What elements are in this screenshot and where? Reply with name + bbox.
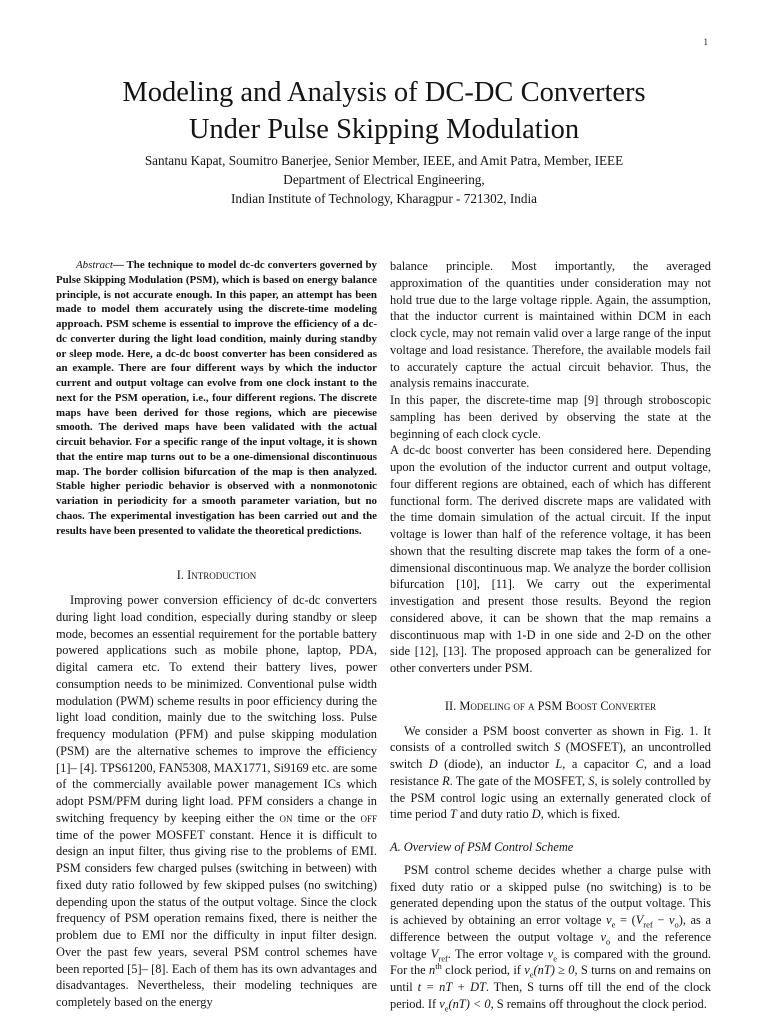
text-run: , S remains off throughout the clock period. bbox=[490, 996, 707, 1011]
text-run: (MOSFET), an uncontrolled switch bbox=[390, 740, 711, 771]
math-symbol: v bbox=[600, 929, 607, 944]
math-symbol: v bbox=[668, 913, 675, 927]
math-symbol: v bbox=[524, 963, 530, 978]
math-symbol: V bbox=[430, 946, 439, 961]
math-expression: (nT) ≥ 0 bbox=[533, 963, 575, 978]
right-column bbox=[390, 258, 711, 1013]
introduction-paragraph-2: In this paper, the discrete-time map [9] through stroboscopic sampling has been derived by observing the state at the beginning of each clock cycle. bbox=[390, 393, 711, 441]
section-title: Introduction bbox=[187, 568, 257, 583]
math-subscript: e bbox=[529, 969, 534, 980]
text-run: time or the bbox=[292, 810, 361, 825]
text-run: and the reference voltage bbox=[390, 929, 711, 961]
math-symbol: v bbox=[606, 913, 612, 927]
abstract-dash: — bbox=[112, 259, 124, 271]
affiliation-institute: Indian Institute of Technology, Kharagpur - 721302, India bbox=[231, 191, 537, 206]
text-run: − bbox=[652, 913, 669, 927]
text-run: , and a load resistance bbox=[390, 757, 711, 788]
text-run: . The gate of the MOSFET, bbox=[449, 773, 589, 788]
text-run: time of the power MOSFET constant. Hence it is difficult to design an input filter, thus giving rise to the problems of EMI. PSM considers few charged pulses (switching in between) with fixed duty ratio followed by few skipped pulses (no switching) depending upon the status of the output voltage. Since the clock frequency of PSM operation remains fixed, there is neither the problem due to EMI nor the difficulty in input filter design. Over the past few years, several PSM control schemes have been reported [5]– [8]. Each of them has its own advantages and disadvantages. Nevertheless, their modeling techniques are completely based on the energy bbox=[56, 827, 377, 1009]
text-run: = ( bbox=[615, 913, 636, 927]
math-symbol: R bbox=[442, 773, 450, 788]
section-number: II. bbox=[444, 698, 457, 713]
math-symbol: v bbox=[439, 996, 445, 1011]
math-subscript: e bbox=[611, 919, 616, 930]
section-number: I. bbox=[176, 568, 184, 583]
subsection-heading-psm-control: A. Overview of PSM Control Scheme bbox=[390, 840, 574, 854]
math-symbol: D bbox=[531, 807, 541, 822]
math-superscript: th bbox=[435, 961, 442, 972]
math-symbol: v bbox=[547, 946, 554, 961]
text-run: , S turns on and remains on until bbox=[390, 963, 712, 994]
math-symbol: S bbox=[554, 740, 561, 755]
math-subscript: ref bbox=[438, 952, 448, 963]
text-run: ), as a difference between the output voltage bbox=[390, 913, 711, 944]
math-subscript: ref bbox=[643, 919, 653, 930]
text-run-off: off bbox=[360, 810, 377, 825]
introduction-paragraph-3: A dc-dc boost converter has been considered here. Depending upon the evolution of the inductor current and output voltage, four different regions are obtained, each of which has different functional form. The derived discrete maps are validated with the time domain simulation of the actual circuit. If the input voltage is lower than half of the reference voltage, it has been shown that the resulting discrete map takes the form of a one-dimensional discontinuous map. We analyze the border collision bifurcation [10], [11]. We carry out the experimental investigation and present those results. Beyond the region considered above, it can be shown that the map remains a discontinuous map with 1-D in one side and 2-D on the other side [12], [13]. The proposed approach can be generalized for other converters under PSM. bbox=[390, 443, 711, 675]
text-run: PSM control scheme decides whether a charge pulse with fixed duty ratio or a skipped pulse (no switching) is to be generated depending upon the status of the output voltage. This is achieved by obtaining an error voltage bbox=[390, 862, 711, 927]
text-run: clock period, if bbox=[441, 963, 525, 978]
text-run: We consider a PSM boost converter as shown in Fig. 1. It consists of a controlled switch bbox=[390, 723, 711, 755]
math-subscript: o bbox=[674, 919, 679, 930]
text-run: (diode), an inductor bbox=[437, 757, 556, 771]
text-run: , a capacitor bbox=[562, 757, 636, 771]
section-heading-modeling bbox=[390, 698, 711, 715]
text-run: . The error voltage bbox=[447, 946, 548, 961]
math-subscript: o bbox=[606, 936, 611, 947]
introduction-paragraph-1-continued: balance principle. Most importantly, the averaged approximation of the quantities under consideration may not hold true due to the large voltage ripple. Again, the assumption, that the inductor current is maintained within DCM in each clock cycle, may not remain valid over a large range of the input voltage and load resistance. Therefore, the available models fail to accurately capture the actual circuit behavior. Thus, the analysis remains inaccurate. bbox=[390, 259, 711, 391]
left-column bbox=[56, 258, 377, 1011]
math-expression: (nT) < 0 bbox=[448, 996, 491, 1011]
text-run-on: on bbox=[279, 810, 293, 825]
author-names: Santanu Kapat, Soumitro Banerjee, Senior Member, IEEE, and Amit Patra, Member, IEEE bbox=[144, 153, 624, 168]
affiliation-department: Department of Electrical Engineering, bbox=[283, 172, 485, 187]
page-number: 1 bbox=[703, 37, 708, 47]
section-title: Modeling of a PSM Boost Converter bbox=[459, 698, 657, 713]
modeling-paragraph-1 bbox=[390, 723, 711, 824]
math-symbol: C bbox=[635, 757, 644, 771]
math-symbol: S bbox=[588, 773, 595, 788]
text-run: and duty ratio bbox=[456, 807, 532, 822]
math-expression: t = nT + DT bbox=[417, 980, 486, 994]
abstract bbox=[56, 258, 377, 538]
paper-title bbox=[40, 74, 728, 148]
math-symbol: D bbox=[428, 757, 438, 771]
math-symbol: T bbox=[449, 807, 457, 822]
text-run: is compared with the ground. For the bbox=[390, 946, 711, 978]
text-run: Improving power conversion efficiency of dc-dc converters during light load condition, especially during standby or sleep mode, becomes an essential requirement for the portable battery powered applications such as mobile phone, laptop, PDA, digital camera etc. To extend their battery lives, power consumption needs to be minimized. Conventional pulse width modulation (PWM) scheme results in poor efficiency during the light load condition, mainly due to the switching loss. Pulse frequency modulation (PFM) and pulse skipping modulation (PSM) are the alternative schemes to improve the efficiency [1]– [4]. TPS61200, FAN5308, MAX1771, Si9169 etc. are some of the commercially available power management ICs which adopt PSM/PFM during light load. PFM considers a change in switching frequency by keeping either the bbox=[56, 593, 377, 825]
title-line-2: Under Pulse Skipping Modulation bbox=[188, 114, 580, 145]
psm-control-paragraph bbox=[390, 862, 711, 1013]
title-line-1: Modeling and Analysis of DC-DC Converters bbox=[122, 77, 646, 108]
math-symbol: n bbox=[428, 963, 436, 978]
introduction-paragraph-1 bbox=[56, 592, 377, 1011]
math-symbol: V bbox=[635, 913, 644, 927]
math-subscript: e bbox=[553, 952, 557, 963]
text-run: , which is fixed. bbox=[540, 807, 621, 822]
math-symbol: L bbox=[555, 757, 563, 771]
section-heading-introduction bbox=[56, 567, 377, 584]
abstract-label: Abstract bbox=[76, 259, 113, 271]
abstract-text: The technique to model dc-dc converters governed by Pulse Skipping Modulation (PSM), which is based on energy balance principle, is not accurate enough. In this paper, an attempt has been made to model them accurately using the discrete-time modeling approach. PSM scheme is essential to improve the efficiency of a dc-dc converter during the light load condition, mainly during standby or sleep mode. Here, a dc-dc boost converter has been considered as an example. There are four different ways by which the inductor current and output voltage can evolve from one clock instant to the next for the PSM operation, i.e., four different regions. The discrete maps have been derived for those regions, which are piecewise smooth. The derived maps have been validated with the actual circuit behavior. For a specific range of the input voltage, it is shown that the entire map turns out to be a one-dimensional discontinuous map. The border collision bifurcation of the map is then analyzed. Stable higher periodic behavior is observed with a nonmonotonic variation in periodicity for a smooth parameter variation, but no chaos. The experimental investigation has been carried out and the results have been presented to validate the theoretical predictions. bbox=[56, 259, 377, 537]
text-run: , is solely controlled by the PSM control logic using an externally generated clock of time period bbox=[390, 773, 711, 822]
text-run: . Then, S turns off till the end of the clock period. If bbox=[390, 980, 711, 1011]
author-block bbox=[40, 151, 728, 208]
math-subscript: e bbox=[444, 1003, 449, 1014]
